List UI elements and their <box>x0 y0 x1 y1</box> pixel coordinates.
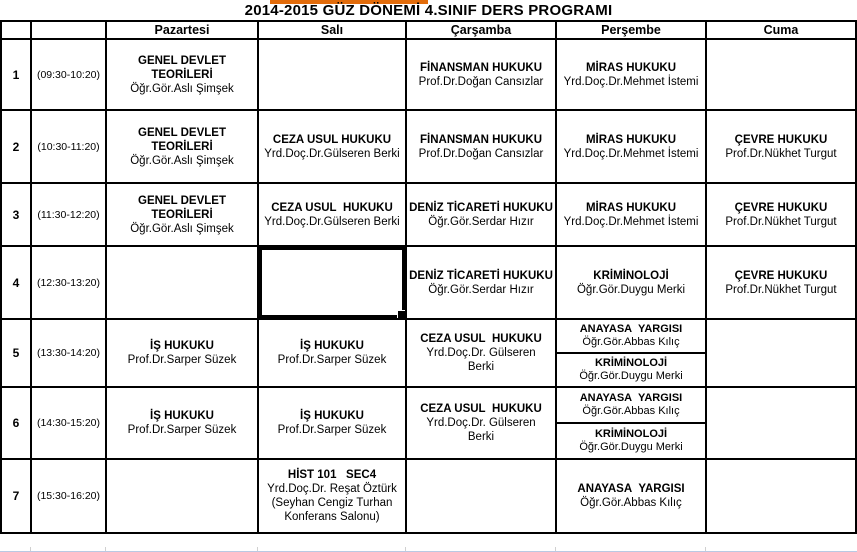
time-slot[interactable]: (12:30-13:20) <box>31 246 106 319</box>
course-name: GENEL DEVLET TEORİLERİ <box>138 54 226 81</box>
course-name: ANAYASA YARGISI <box>577 483 685 495</box>
corner-cell-rownum[interactable] <box>1 21 31 39</box>
time-slot[interactable]: (15:30-16:20) <box>31 459 106 533</box>
course-name: HİST 101 SEC4 <box>287 469 377 481</box>
time-slot[interactable]: (13:30-14:20) <box>31 319 106 387</box>
course-name: ANAYASA YARGISI <box>579 323 683 335</box>
course-name: DENİZ TİCARETİ HUKUKU <box>409 269 553 282</box>
cell-r3-pazartesi[interactable] <box>106 183 258 246</box>
cell-r5-cuma[interactable] <box>706 319 856 387</box>
split-cell-wrapper <box>557 320 705 386</box>
day-header-sali[interactable]: Salı <box>258 21 406 39</box>
schedule-row-1 <box>1 39 856 110</box>
course-name: ÇEVRE HUKUKU <box>734 269 828 282</box>
course-name: MİRAS HUKUKU <box>585 201 677 214</box>
sub-cell-bottom[interactable] <box>557 354 705 386</box>
instructor-name: Öğr.Gör.Duygu Merki <box>579 441 683 453</box>
instructor-name: Öğr.Gör.Abbas Kılıç <box>582 405 680 417</box>
row-number[interactable]: 7 <box>1 459 31 533</box>
cell-r1-sali[interactable] <box>258 39 406 110</box>
course-name: MİRAS HUKUKU <box>585 133 677 146</box>
cell-r6-sali[interactable] <box>258 387 406 459</box>
instructor-name: Öğr.Gör.Duygu Merki <box>579 370 683 382</box>
instructor-name: Prof.Dr.Nükhet Turgut <box>725 147 837 160</box>
course-name: CEZA USUL HUKUKU <box>420 403 542 415</box>
day-header-pazartesi[interactable]: Pazartesi <box>106 21 258 39</box>
schedule-row-5 <box>1 319 856 387</box>
cell-r4-persembe[interactable] <box>556 246 706 319</box>
schedule-row-6 <box>1 387 856 459</box>
instructor-name: Prof.Dr.Sarper Süzek <box>277 424 387 436</box>
schedule-row-3 <box>1 183 856 246</box>
course-name: İŞ HUKUKU <box>300 340 364 352</box>
instructor-name: Yrd.Doç.Dr.Mehmet İstemi <box>563 147 699 160</box>
course-name: GENEL DEVLET TEORİLERİ <box>138 126 226 153</box>
instructor-name: Yrd.Doç.Dr.Gülseren Berki <box>264 147 400 160</box>
row-number[interactable]: 4 <box>1 246 31 319</box>
day-header-cuma[interactable]: Cuma <box>706 21 856 39</box>
cell-r1-persembe[interactable] <box>556 39 706 110</box>
cell-r3-cuma[interactable] <box>706 183 856 246</box>
instructor-name: Prof.Dr.Sarper Süzek <box>277 354 387 366</box>
course-name: GENEL DEVLET TEORİLERİ <box>138 194 226 221</box>
time-slot[interactable]: (09:30-10:20) <box>31 39 106 110</box>
schedule-row-7 <box>1 459 856 533</box>
instructor-name: Yrd.Doç.Dr.Gülseren Berki <box>264 215 400 228</box>
cell-r5-carsamba[interactable] <box>406 319 556 387</box>
course-name: FİNANSMAN HUKUKU <box>419 61 543 74</box>
instructor-name: Öğr.Gör.Duygu Merki <box>576 283 685 296</box>
instructor-name: Öğr.Gör.Serdar Hızır <box>428 283 534 296</box>
instructor-name: Prof.Dr.Doğan Cansızlar <box>418 147 544 160</box>
cell-r2-carsamba[interactable] <box>406 110 556 183</box>
cell-r4-sali-selected[interactable] <box>258 246 406 319</box>
course-name: ANAYASA YARGISI <box>579 392 683 404</box>
cell-r2-persembe[interactable] <box>556 110 706 183</box>
course-location: (Seyhan Cengiz Turhan Konferans Salonu) <box>271 497 393 523</box>
cell-r7-persembe[interactable] <box>556 459 706 533</box>
instructor-name: Prof.Dr.Sarper Süzek <box>127 354 237 366</box>
course-name: İŞ HUKUKU <box>300 410 364 422</box>
instructor-name: Öğr.Gör.Aslı Şimşek <box>130 82 234 95</box>
fill-handle[interactable] <box>397 310 406 319</box>
time-slot[interactable]: (14:30-15:20) <box>31 387 106 459</box>
row-number[interactable]: 2 <box>1 110 31 183</box>
cell-r6-persembe[interactable] <box>556 387 706 459</box>
split-cell-wrapper <box>557 388 705 458</box>
instructor-name: Öğr.Gör.Serdar Hızır <box>428 215 534 228</box>
cell-r3-sali[interactable] <box>258 183 406 246</box>
schedule-row-4 <box>1 246 856 319</box>
cell-r5-pazartesi[interactable] <box>106 319 258 387</box>
course-name: KRİMİNOLOJİ <box>594 357 668 369</box>
course-name: ÇEVRE HUKUKU <box>734 133 828 146</box>
cell-r2-pazartesi[interactable] <box>106 110 258 183</box>
instructor-name: Prof.Dr.Doğan Cansızlar <box>418 75 544 88</box>
cell-r4-carsamba[interactable] <box>406 246 556 319</box>
course-name: FİNANSMAN HUKUKU <box>419 133 543 146</box>
time-slot[interactable]: (11:30-12:20) <box>31 183 106 246</box>
instructor-name: Öğr.Gör.Abbas Kılıç <box>580 497 682 509</box>
instructor-name: Yrd.Doç.Dr. Gülseren Berki <box>426 417 536 443</box>
course-name: CEZA USUL HUKUKU <box>271 201 393 214</box>
cell-r2-sali[interactable] <box>258 110 406 183</box>
corner-cell-time[interactable] <box>31 21 106 39</box>
time-slot[interactable]: (10:30-11:20) <box>31 110 106 183</box>
instructor-name: Prof.Dr.Nükhet Turgut <box>725 283 837 296</box>
course-name: İŞ HUKUKU <box>150 340 214 352</box>
course-name: MİRAS HUKUKU <box>585 61 677 74</box>
instructor-name: Yrd.Doç.Dr. Reşat Öztürk <box>267 483 397 495</box>
course-name: KRİMİNOLOJİ <box>594 428 668 440</box>
course-name: CEZA USUL HUKUKU <box>272 133 392 146</box>
schedule-table <box>0 20 857 534</box>
instructor-name: Yrd.Doç.Dr.Mehmet İstemi <box>563 215 699 228</box>
row-number[interactable]: 3 <box>1 183 31 246</box>
cell-r1-cuma[interactable] <box>706 39 856 110</box>
cell-r7-carsamba[interactable] <box>406 459 556 533</box>
cell-r3-carsamba[interactable] <box>406 183 556 246</box>
cell-r2-cuma[interactable] <box>706 110 856 183</box>
cell-r4-cuma[interactable] <box>706 246 856 319</box>
day-header-carsamba[interactable]: Çarşamba <box>406 21 556 39</box>
cell-r4-pazartesi[interactable] <box>106 246 258 319</box>
sub-cell-top[interactable] <box>557 320 705 354</box>
course-name: DENİZ TİCARETİ HUKUKU <box>409 201 553 214</box>
cell-r7-cuma[interactable] <box>706 459 856 533</box>
sub-cell-top[interactable] <box>557 388 705 424</box>
sub-cell-bottom[interactable] <box>557 424 705 458</box>
cell-r7-sali[interactable] <box>258 459 406 533</box>
cell-r6-cuma[interactable] <box>706 387 856 459</box>
course-name: İŞ HUKUKU <box>150 410 214 422</box>
instructor-name: Öğr.Gör.Aslı Şimşek <box>130 222 234 235</box>
page-title: 2014-2015 GÜZ DÖNEMİ 4.SINIF DERS PROGRAMI <box>244 2 613 19</box>
header-row <box>1 21 856 39</box>
instructor-name: Öğr.Gör.Abbas Kılıç <box>582 336 680 348</box>
instructor-name: Yrd.Doç.Dr.Mehmet İstemi <box>563 75 699 88</box>
row-number[interactable]: 6 <box>1 387 31 459</box>
instructor-name: Prof.Dr.Nükhet Turgut <box>725 215 837 228</box>
cell-r1-pazartesi[interactable] <box>106 39 258 110</box>
cell-r3-persembe[interactable] <box>556 183 706 246</box>
cell-r1-carsamba[interactable] <box>406 39 556 110</box>
row-number[interactable]: 1 <box>1 39 31 110</box>
day-header-persembe[interactable]: Perşembe <box>556 21 706 39</box>
instructor-name: Yrd.Doç.Dr. Gülseren Berki <box>426 347 536 373</box>
instructor-name: Öğr.Gör.Aslı Şimşek <box>130 154 234 167</box>
cell-r5-persembe[interactable] <box>556 319 706 387</box>
cell-r6-pazartesi[interactable] <box>106 387 258 459</box>
instructor-name: Prof.Dr.Sarper Süzek <box>127 424 237 436</box>
cell-r5-sali[interactable] <box>258 319 406 387</box>
cell-r6-carsamba[interactable] <box>406 387 556 459</box>
course-name: KRİMİNOLOJİ <box>593 269 669 282</box>
cell-r7-pazartesi[interactable] <box>106 459 258 533</box>
course-name: CEZA USUL HUKUKU <box>420 333 542 345</box>
course-name: ÇEVRE HUKUKU <box>734 201 828 214</box>
schedule-row-2 <box>1 110 856 183</box>
selected-cell-outline[interactable] <box>259 247 405 318</box>
row-number[interactable]: 5 <box>1 319 31 387</box>
